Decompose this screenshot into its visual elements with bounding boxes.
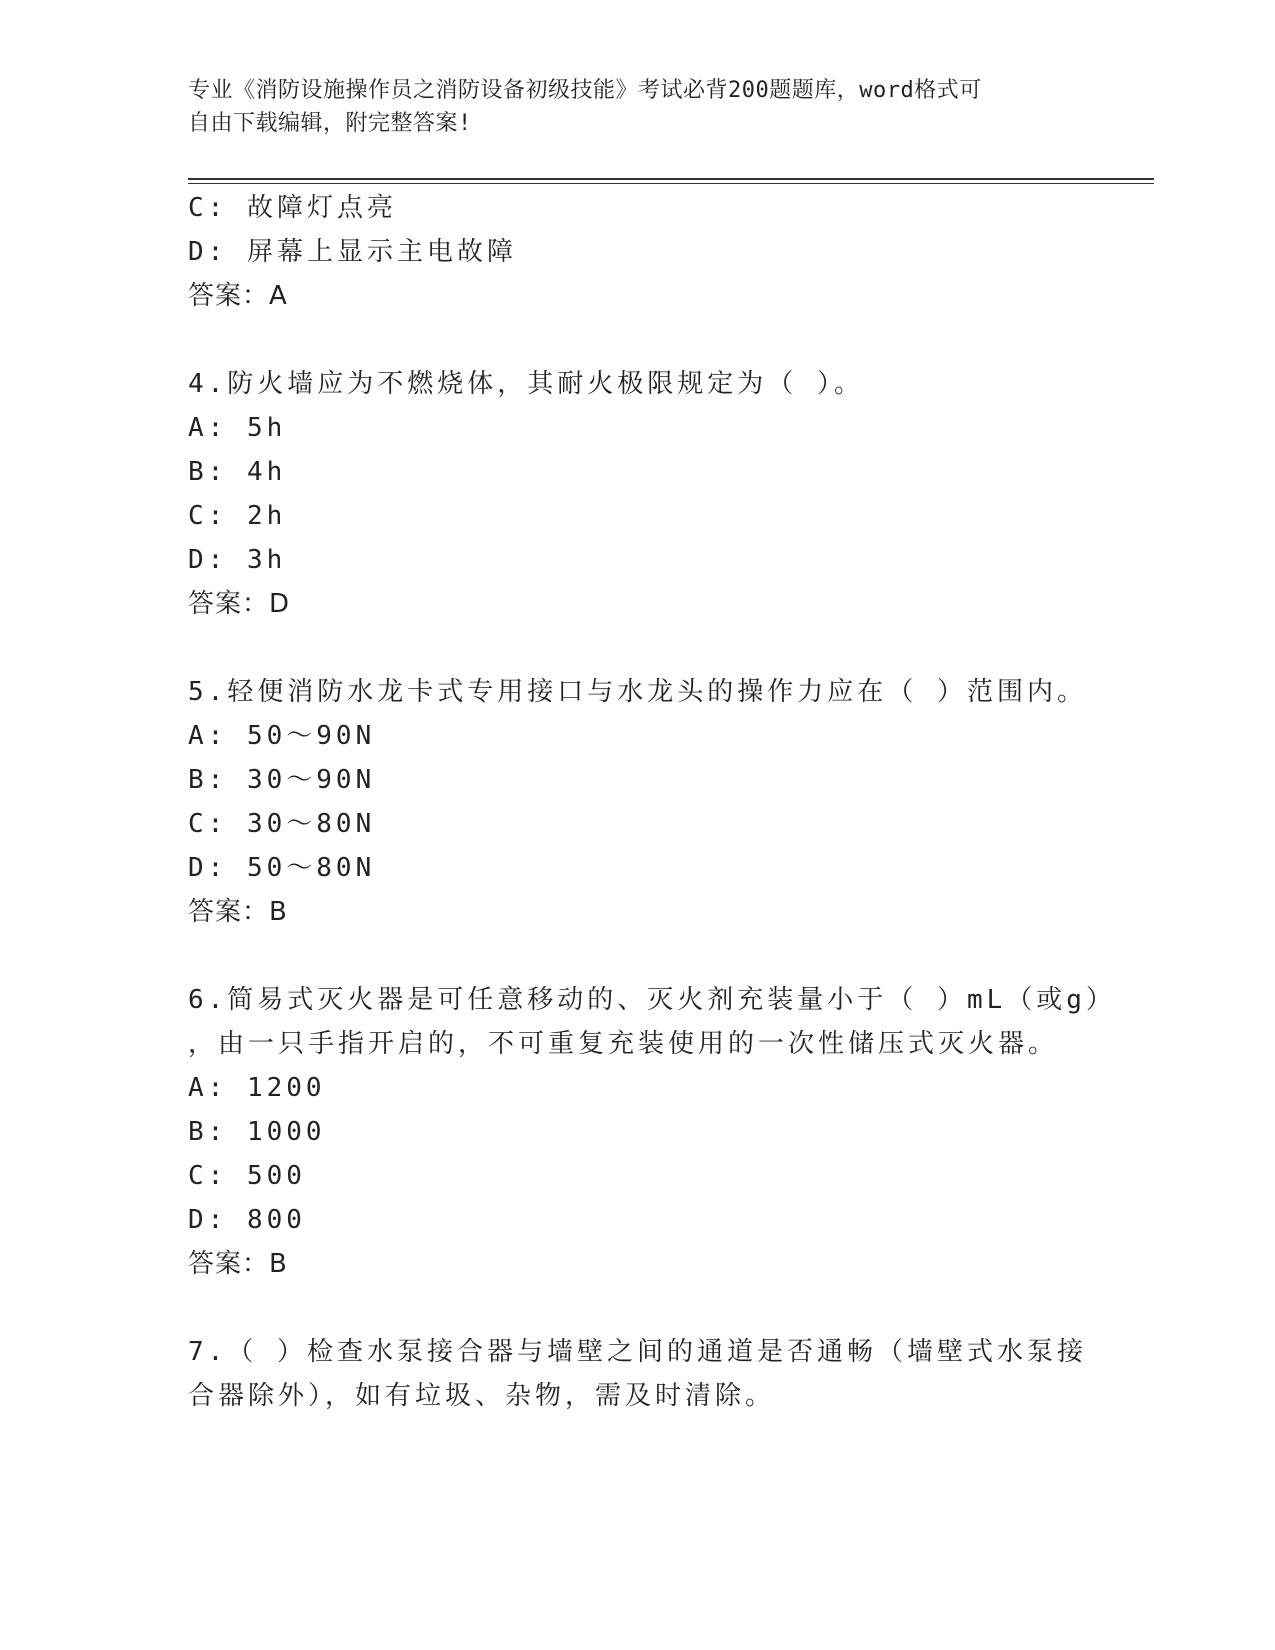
document-header	[188, 74, 1068, 140]
q5-option-b: B: 30～90N	[188, 765, 376, 795]
q7-question-line-1: 7.（ ）检查水泵接合器与墙壁之间的通道是否通畅（墙壁式水泵接	[188, 1337, 1087, 1367]
header-divider-thick	[188, 178, 1154, 180]
q4-option-b: B: 4h	[188, 457, 287, 487]
q6-option-c: C: 500	[188, 1161, 306, 1191]
header-title-line-1: 专业《消防设施操作员之消防设备初级技能》考试必背200题题库，word格式可	[188, 78, 982, 103]
q6-option-d: D: 800	[188, 1205, 306, 1235]
q6-answer: 答案：B	[188, 1249, 288, 1279]
q6-question-line-1: 6.简易式灭火器是可任意移动的、灭火剂充装量小于（ ）mL（或g）	[188, 985, 1116, 1015]
q6-question-line-2: ，由一只手指开启的，不可重复充装使用的一次性储压式灭火器。	[188, 1029, 1059, 1059]
q5-option-c: C: 30～80N	[188, 809, 376, 839]
header-divider-thin	[188, 183, 1154, 184]
q6-option-b: B: 1000	[188, 1117, 326, 1147]
q5-question: 5.轻便消防水龙卡式专用接口与水龙头的操作力应在（ ）范围内。	[188, 677, 1087, 707]
q4-answer: 答案：D	[188, 589, 291, 619]
q3-option-d: D: 屏幕上显示主电故障	[188, 237, 517, 267]
q4-option-a: A: 5h	[188, 413, 287, 443]
header-title-line-2: 自由下载编辑，附完整答案!	[188, 111, 472, 136]
q5-option-a: A: 50～90N	[188, 721, 376, 751]
q7-question-line-2: 合器除外），如有垃圾、杂物，需及时清除。	[188, 1381, 776, 1411]
q3-option-c: C: 故障灯点亮	[188, 193, 397, 223]
q5-option-d: D: 50～80N	[188, 853, 376, 883]
q5-answer: 答案：B	[188, 897, 288, 927]
q4-option-d: D: 3h	[188, 545, 287, 575]
q4-option-c: C: 2h	[188, 501, 287, 531]
q4-question: 4.防火墙应为不燃烧体，其耐火极限规定为（ ）。	[188, 369, 864, 399]
q3-answer: 答案：A	[188, 281, 288, 311]
q6-option-a: A: 1200	[188, 1073, 326, 1103]
